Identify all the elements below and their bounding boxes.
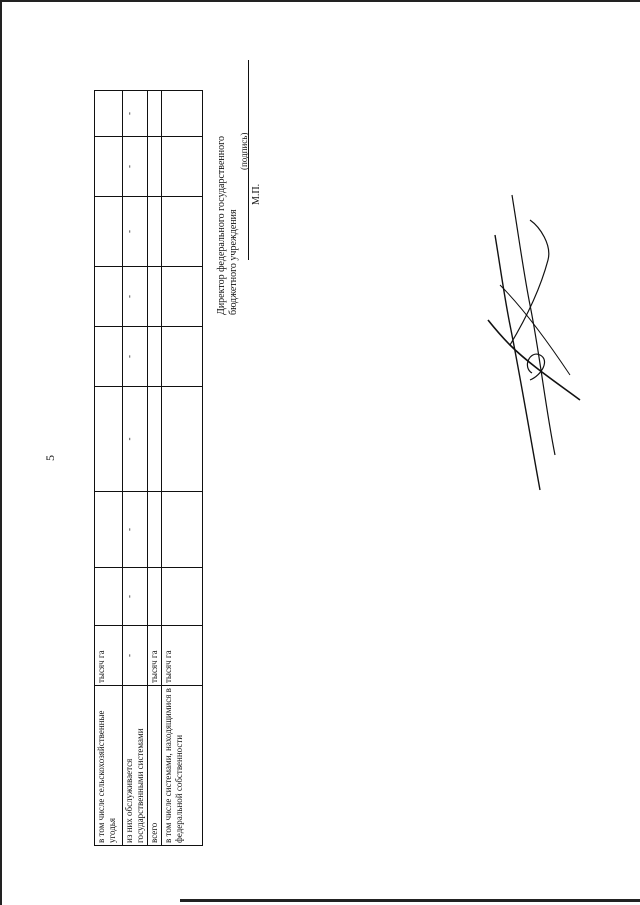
table-cell	[95, 387, 123, 492]
signatory-title-line2: бюджетного учреждения	[228, 209, 239, 315]
seal-mark: М.П.	[251, 183, 262, 205]
table-cell	[148, 327, 162, 387]
table-cell	[148, 267, 162, 327]
table-cell	[95, 197, 123, 267]
table-cell: -	[123, 137, 148, 197]
table-cell	[95, 267, 123, 327]
page-number: 5	[43, 455, 57, 461]
table-cell: -	[123, 91, 148, 137]
table-cell	[95, 492, 123, 568]
signatory-title	[216, 55, 240, 315]
table-cell: -	[123, 568, 148, 626]
table-cell: -	[123, 492, 148, 568]
table-cell	[162, 492, 203, 568]
row-label: всего	[148, 686, 162, 846]
table-cell	[162, 91, 203, 137]
table-row	[162, 91, 203, 846]
table-cell	[148, 387, 162, 492]
table-row	[123, 91, 148, 846]
table-row	[148, 91, 162, 846]
table-cell	[162, 327, 203, 387]
table-cell	[162, 568, 203, 626]
table-cell	[162, 137, 203, 197]
table-cell: -	[123, 387, 148, 492]
signatory-title-line1: Директор федерального государственного	[216, 136, 227, 315]
data-table	[94, 90, 203, 846]
row-unit: тысяч га	[162, 626, 203, 686]
table-cell	[148, 492, 162, 568]
table-cell	[95, 327, 123, 387]
table-cell: -	[123, 197, 148, 267]
table-cell	[148, 137, 162, 197]
table-cell	[95, 137, 123, 197]
table-cell	[162, 267, 203, 327]
table-cell	[95, 568, 123, 626]
row-label: в том числе сельскохозяйственные угодья	[95, 686, 123, 846]
row-unit: тысяч га	[95, 626, 123, 686]
table-cell	[148, 568, 162, 626]
table-cell: -	[123, 327, 148, 387]
signature-caption: (подпись)	[239, 132, 249, 170]
row-unit: тысяч га	[148, 626, 162, 686]
row-label: из них обслуживается государственными системами	[123, 686, 148, 846]
table-row	[95, 91, 123, 846]
table-cell	[148, 197, 162, 267]
table-cell: -	[123, 267, 148, 327]
table-cell	[162, 387, 203, 492]
row-label: в том числе системами, находящимися в федеральной собственности	[162, 686, 203, 846]
handwritten-signature	[470, 175, 610, 495]
table-cell	[162, 197, 203, 267]
table-cell	[95, 91, 123, 137]
row-unit: -	[123, 626, 148, 686]
table-cell	[148, 91, 162, 137]
